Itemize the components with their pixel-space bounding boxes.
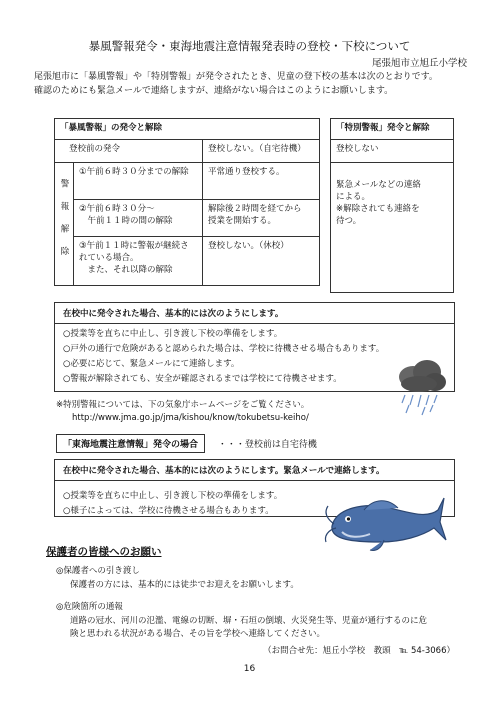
- section2-line: 険と思われる状況がある場合、その旨を学校へ連絡してください。: [70, 629, 326, 639]
- storm-row-when: ③午前１１時に警報が継続さ れている場合。 また、それ以降の解除: [74, 236, 203, 285]
- tokai-heading: [56, 434, 317, 453]
- page-number: 16: [243, 664, 256, 674]
- page-title: 暴風警報発令・東海地震注意情報発表時の登校・下校について: [88, 39, 411, 53]
- section1-body: 保護者の方には、基本的には徒歩でお迎えをお願いします。: [70, 580, 299, 590]
- list-item: ○必要に応じて、緊急メールにて連絡します。: [63, 359, 240, 369]
- catfish-icon: [324, 488, 448, 554]
- section2-line: 道路の冠水、河川の氾濫、電線の切断、塀・石垣の倒壊、火災発生等、児童が通行するのに危: [70, 616, 428, 626]
- list-item: ○授業等を直ちに中止し、引き渡し下校の準備をします。: [63, 491, 283, 501]
- intro-line: 確認のためにも緊急メールで連絡しますが、連絡がない場合はこのようにお願いします。: [34, 86, 394, 96]
- storm-row-action: 登校しない。（休校）: [203, 236, 320, 285]
- school-name: 尾張旭市立旭丘小学校: [371, 58, 467, 69]
- tokai-box-header: 在校中に発令された場合、基本的には次のようにします。緊急メールで連絡します。: [55, 460, 454, 481]
- list-item: ○戸外の通行で危険があると認められた場合は、学校に待機させる場合もあります。: [63, 344, 385, 354]
- storm-row-when: ①午前６時３０分までの解除: [74, 163, 203, 200]
- section2-title: ◎危険箇所の通報: [56, 602, 123, 612]
- storm-cloud-icon: [393, 355, 449, 417]
- storm-row-when: ②午前６時３０分～ 午前１１時の間の解除: [74, 199, 203, 236]
- special-note: ※特別警報については、下の気象庁ホームページをご覧ください。: [56, 400, 310, 410]
- special-row2: 緊急メールなどの連絡 による。 ※解除されても連絡を 待つ。: [331, 163, 454, 293]
- list-item: ○様子によっては、学校に待機させる場合もあります。: [63, 506, 274, 516]
- storm-col1: 登校前の発令: [55, 140, 203, 163]
- during-school-header: 在校中に発令された場合、基本的には次のようにします。: [55, 303, 454, 324]
- contact-info: （お問合せ先：旭丘小学校 教頭 ℡ 54-3066）: [263, 646, 455, 656]
- guardians-heading: 保護者の皆様へのお願い: [46, 546, 162, 558]
- section2-body: [70, 615, 427, 641]
- tokai-label: 「東海地震注意情報」発令の場合: [56, 434, 205, 453]
- special-warning-table: [330, 118, 454, 293]
- special-url[interactable]: http://www.jma.go.jp/jma/kishou/know/tokubetsu-keiho/: [72, 413, 309, 423]
- list-item: ○警報が解除されても、安全が確認されるまでは学校にて待機させます。: [63, 374, 342, 384]
- storm-side-label: 警報解除: [55, 163, 74, 286]
- tokai-note: ・・・登校前は自宅待機: [217, 440, 317, 450]
- storm-row-action: 平常通り登校する。: [203, 163, 320, 200]
- list-item: ○授業等を直ちに中止し、引き渡し下校の準備をします。: [63, 329, 283, 339]
- storm-table-header: 「暴風警報」の発令と解除: [55, 119, 320, 140]
- intro-line: 尾張旭市に「暴風警報」や「特別警報」が発令されたとき、児童の登下校の基本は次のとおりです。: [34, 72, 438, 82]
- special-table-header: 「特別警報」発令と解除: [331, 119, 454, 140]
- intro-text: [34, 70, 438, 98]
- section1-title: ◎保護者への引き渡し: [56, 566, 140, 576]
- storm-col2: 登校しない。（自宅待機）: [203, 140, 320, 163]
- special-row1: 登校しない: [331, 140, 454, 163]
- storm-warning-table: [54, 118, 320, 286]
- storm-row-action: 解除後２時間を経てから 授業を開始する。: [203, 199, 320, 236]
